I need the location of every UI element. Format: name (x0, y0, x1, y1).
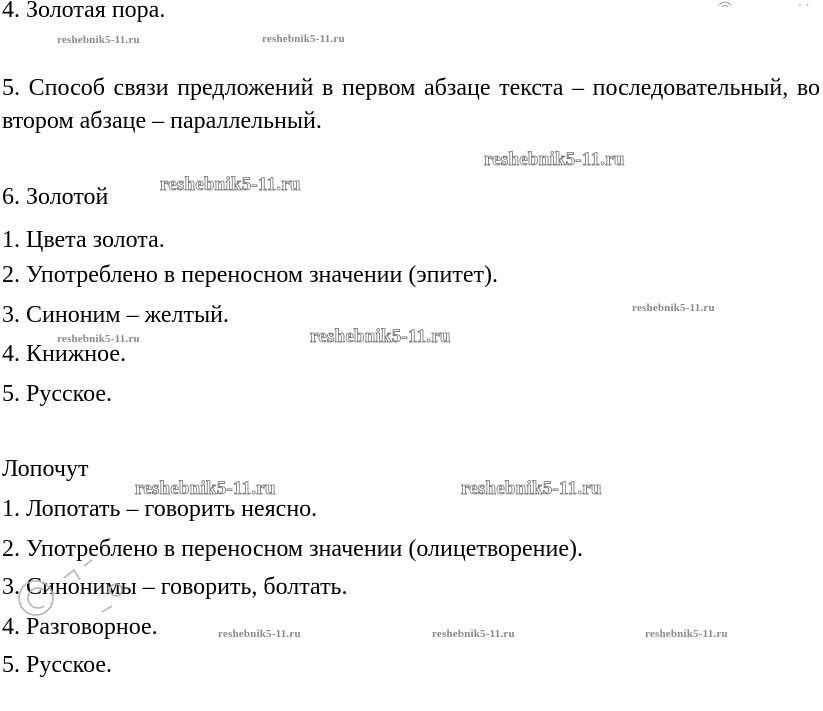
watermark-text: reshebnik5-11.ru (645, 628, 728, 640)
section-heading-zolotoy: 6. Золотой (2, 184, 109, 210)
list-item: 2. Употреблено в переносном значении (эпитет). (2, 262, 498, 288)
corner-dots: · · (798, 0, 810, 12)
list-item: 5. Русское. (2, 652, 113, 678)
list-item: 4. Разговорное. (2, 614, 158, 640)
watermark-text: reshebnik5-11.ru (160, 174, 301, 195)
watermark-text: reshebnik5-11.ru (57, 333, 140, 345)
watermark-text: reshebnik5-11.ru (461, 478, 602, 499)
watermark-text: reshebnik5-11.ru (310, 326, 451, 347)
list-item: 1. Цвета золота. (2, 227, 165, 253)
watermark-text: reshebnik5-11.ru (484, 149, 625, 170)
watermark-text: reshebnik5-11.ru (262, 33, 345, 45)
section-heading-lopochut: Лопочут (2, 456, 89, 482)
watermark-text: reshebnik5-11.ru (135, 478, 276, 499)
list-item: 4. Книжное. (2, 341, 127, 367)
list-item: 3. Синонимы – говорить, болтать. (2, 574, 348, 600)
list-item: 2. Употреблено в переносном значении (олицетворение). (2, 536, 583, 562)
list-item: 3. Синоним – желтый. (2, 302, 229, 328)
watermark-text: reshebnik5-11.ru (632, 302, 715, 314)
watermark-text: reshebnik5-11.ru (432, 628, 515, 640)
item-4-text: 4. Золотая пора. (2, 0, 166, 23)
list-item: 1. Лопотать – говорить неясно. (2, 496, 318, 522)
item-5-paragraph: 5. Способ связи предложений в первом абзаце текста – последовательный, во втором абзаце – параллельный. (2, 75, 820, 134)
wifi-icon (718, 0, 732, 12)
list-item: 5. Русское. (2, 381, 113, 407)
watermark-text: reshebnik5-11.ru (218, 628, 301, 640)
watermark-text: reshebnik5-11.ru (57, 34, 140, 46)
